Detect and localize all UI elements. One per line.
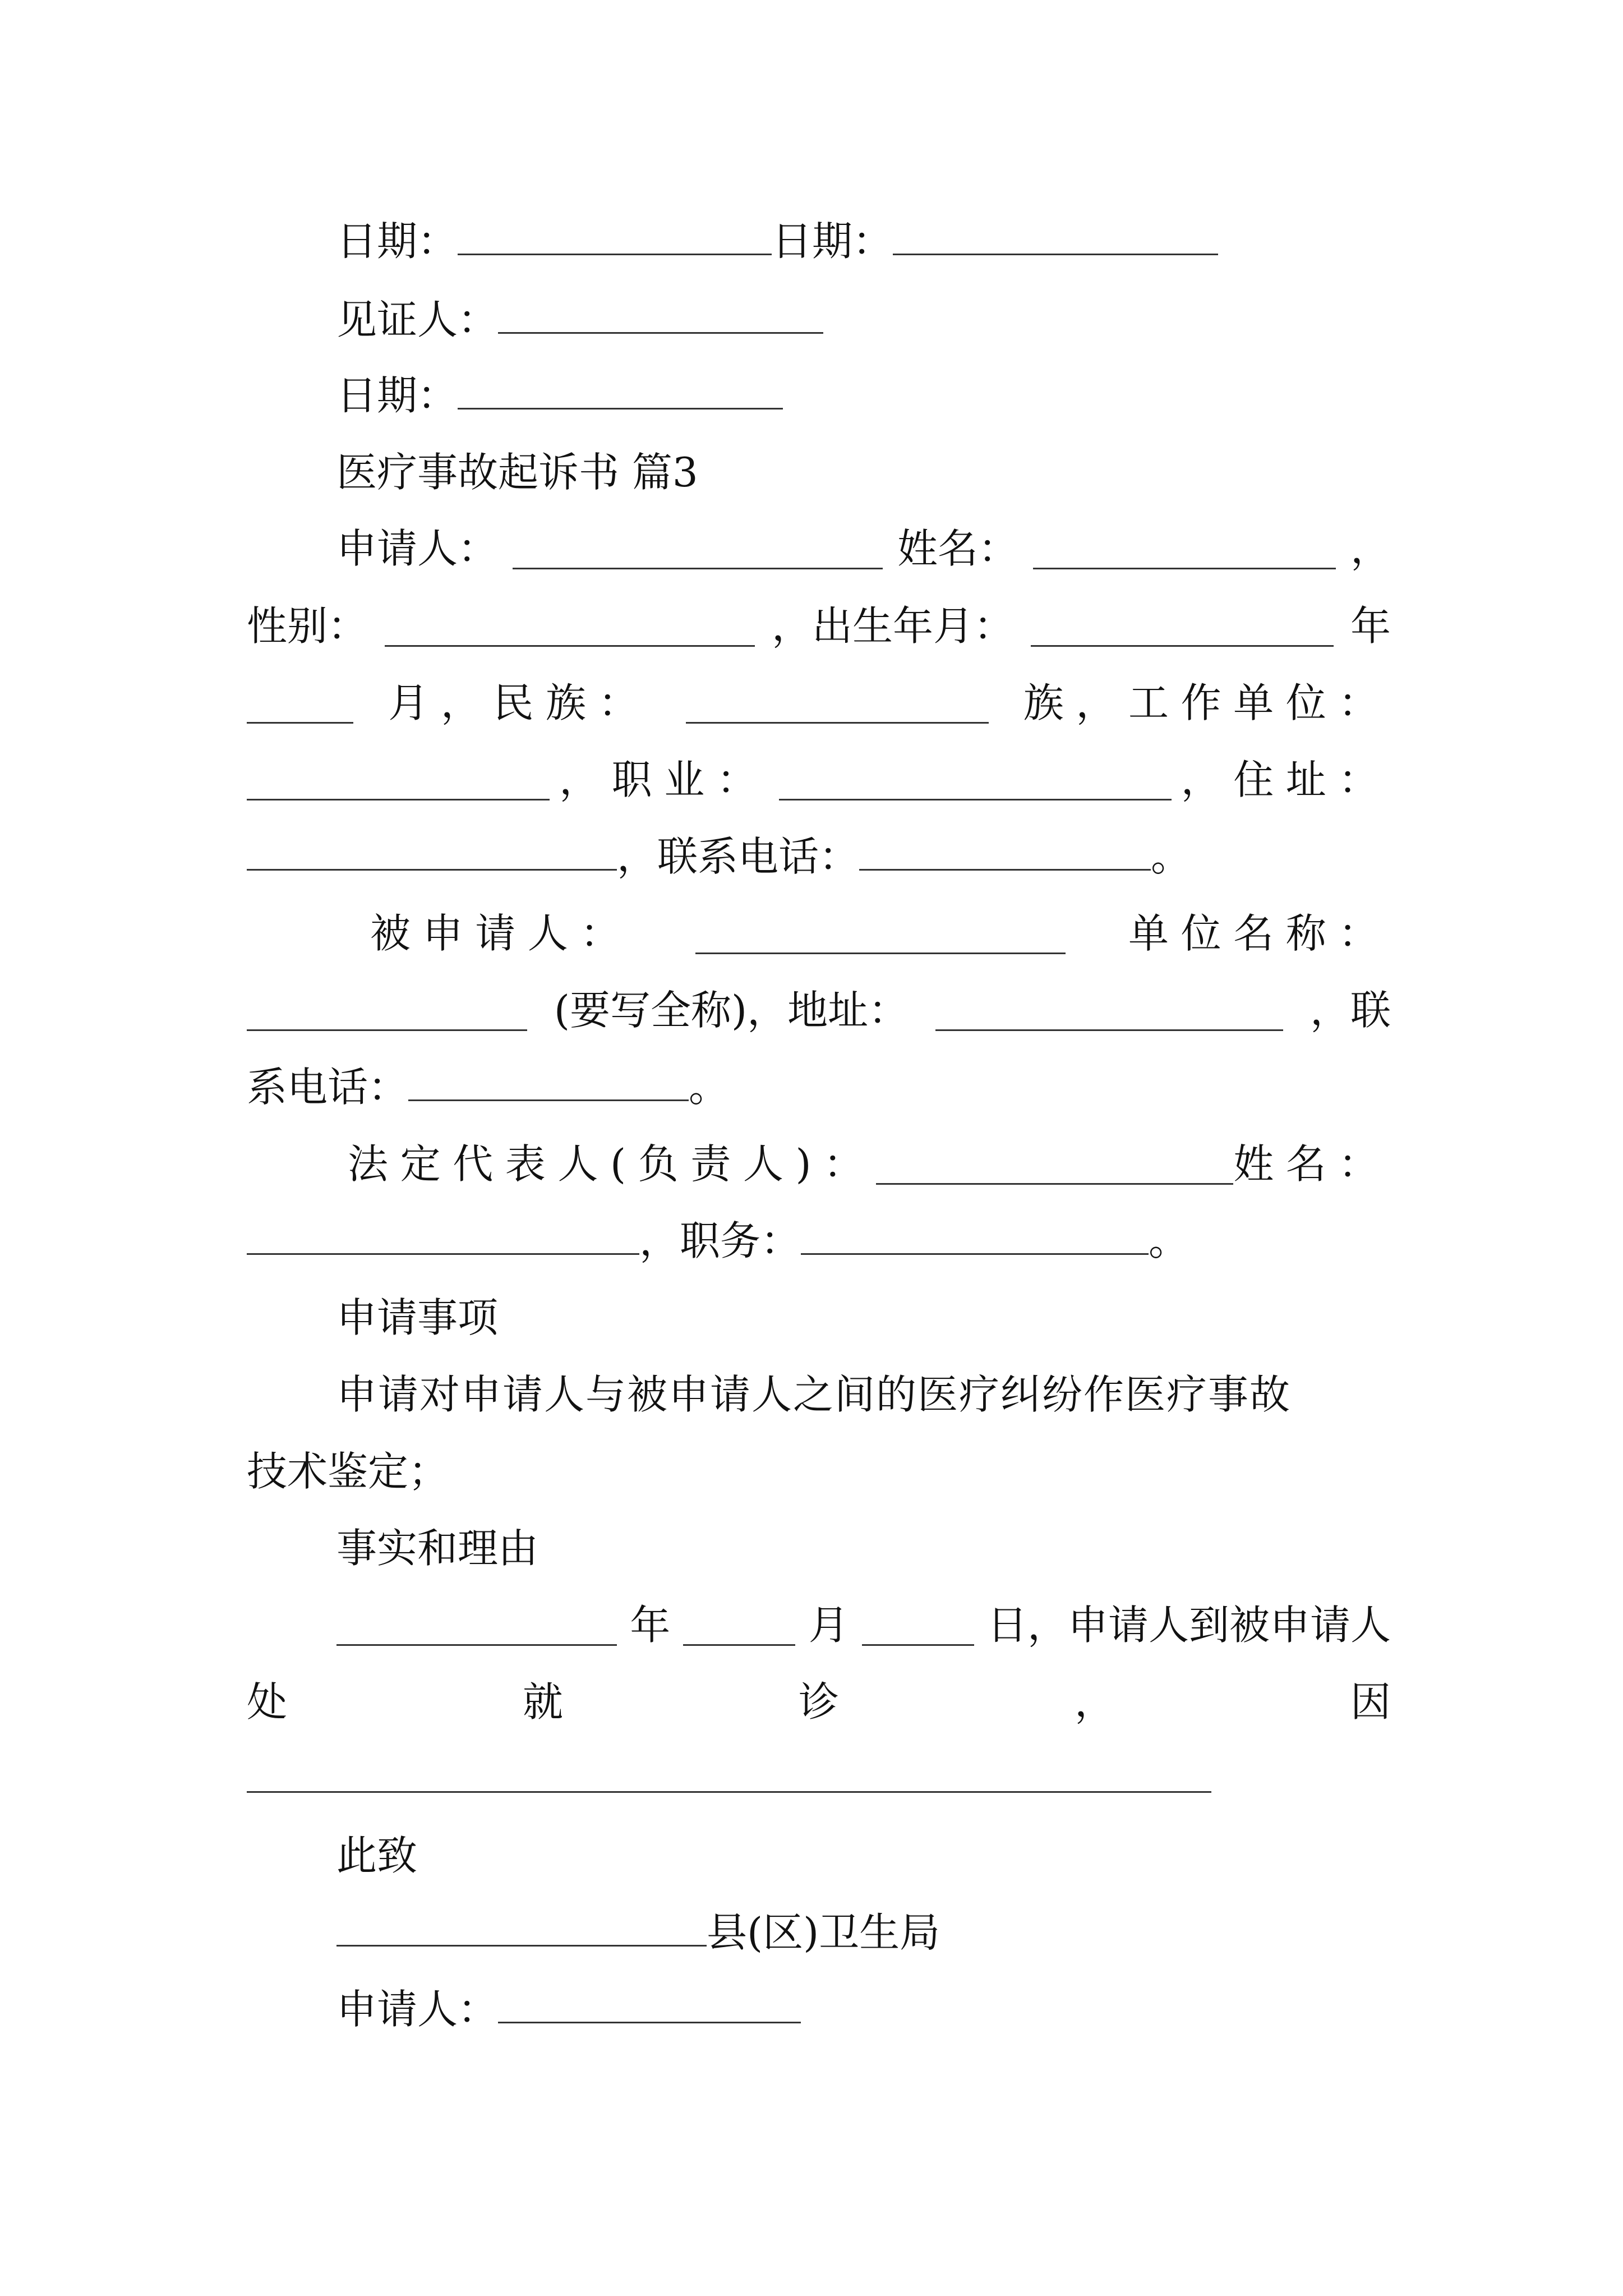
visit-word: 就 xyxy=(522,1678,563,1726)
items-title xyxy=(336,1290,1481,1346)
items-title-text: 申请事项 xyxy=(336,1294,499,1341)
legal-rep-label: 法定代表人(负责人)： xyxy=(348,1140,876,1188)
respondent-blank xyxy=(695,913,1066,954)
closing-text: 此致 xyxy=(336,1832,418,1879)
visit-word: ， xyxy=(1074,1678,1115,1726)
year-label: 年 xyxy=(1350,602,1391,650)
facts-title-text: 事实和理由 xyxy=(336,1525,539,1572)
sign-row xyxy=(336,1981,1481,2037)
nation-blank xyxy=(686,683,989,724)
visit-row xyxy=(247,1674,1391,1730)
birth-label: ，出生年月： xyxy=(771,602,1014,650)
job-row xyxy=(247,752,1391,808)
legal-rep-row xyxy=(348,1136,1391,1192)
items-body-text: 技术鉴定； xyxy=(247,1448,449,1495)
items-body-1 xyxy=(336,1366,1391,1423)
facts-title xyxy=(336,1520,1481,1576)
reason-line xyxy=(247,1751,1391,1807)
gender-row xyxy=(247,598,1391,654)
birth-blank xyxy=(1031,606,1334,647)
date-blank xyxy=(893,214,1218,255)
date-row-1 xyxy=(336,213,1481,269)
period: 。 xyxy=(1151,833,1192,880)
county-blank xyxy=(336,1906,707,1947)
month-blank xyxy=(683,1605,795,1646)
day-blank xyxy=(862,1605,974,1646)
respondent-label: 被申请人： xyxy=(370,910,633,957)
legal-rep-blank xyxy=(876,1144,1233,1185)
heading-text: 医疗事故起诉书 篇3 xyxy=(336,449,698,496)
visit-word: 处 xyxy=(247,1678,288,1726)
section-heading xyxy=(336,444,1481,500)
date-label: 日期： xyxy=(336,372,458,419)
visit-word: 因 xyxy=(1350,1678,1391,1726)
date-visit-row xyxy=(336,1597,1391,1653)
address-label: ，住址： xyxy=(1181,756,1391,803)
job-blank xyxy=(779,760,1172,800)
work-blank xyxy=(247,760,550,800)
month-nation-label: 月，民族： xyxy=(388,679,651,726)
applicant-row xyxy=(336,521,1391,577)
date-label: 日期： xyxy=(772,218,893,265)
month-nation-row xyxy=(247,675,1391,731)
phone-blank-2 xyxy=(408,1060,689,1101)
period: 。 xyxy=(689,1064,730,1111)
name2-label: 姓名： xyxy=(1233,1140,1391,1188)
phone-blank xyxy=(859,830,1151,871)
witness-label: 见证人： xyxy=(336,296,499,343)
period: 。 xyxy=(1149,1217,1189,1264)
items-body-2 xyxy=(247,1443,1391,1499)
respondent-row xyxy=(370,905,1391,961)
nation-work-label: 族，工作单位： xyxy=(1023,679,1391,726)
date-label: 日期： xyxy=(336,218,458,265)
phone-row xyxy=(247,829,1391,885)
applicant-label: 申请人： xyxy=(336,525,499,572)
name2-blank xyxy=(247,1214,639,1255)
day-text: 日，申请人到被申请人 xyxy=(986,1602,1391,1649)
month-blank xyxy=(247,683,353,724)
date-blank xyxy=(458,369,783,409)
address-blank-2 xyxy=(935,990,1283,1031)
name-blank xyxy=(1033,528,1336,569)
address-blank xyxy=(247,830,617,871)
gender-label: 性别： xyxy=(247,602,368,650)
name-label: 姓名： xyxy=(897,525,1018,572)
lian-text: ，联 xyxy=(1310,987,1391,1034)
unit-row xyxy=(247,982,1391,1038)
position-label: ，职务： xyxy=(639,1217,801,1264)
year-label: 年 xyxy=(630,1602,671,1649)
items-body-text: 申请对申请人与被申请人之间的医疗纠纷作医疗事故 xyxy=(336,1371,1292,1418)
bureau-text: 县(区)卫生局 xyxy=(707,1909,940,1956)
sign-label: 申请人： xyxy=(336,1986,499,2033)
witness-row xyxy=(336,292,1481,348)
position-row xyxy=(247,1213,1391,1269)
date-row-2 xyxy=(336,367,1481,424)
phone-label-2: 系电话： xyxy=(247,1064,409,1111)
closing-row xyxy=(336,1828,1481,1884)
date-blank xyxy=(458,214,772,255)
gender-blank xyxy=(385,606,755,647)
bureau-row xyxy=(336,1904,1481,1961)
reason-blank xyxy=(247,1752,1211,1793)
unit-name-label: 单位名称： xyxy=(1128,910,1391,957)
month-label: 月 xyxy=(808,1602,849,1649)
unit-blank xyxy=(247,990,527,1031)
witness-blank xyxy=(498,293,823,334)
comma: ， xyxy=(1350,525,1391,572)
phone-label: ，联系电话： xyxy=(617,833,860,880)
visit-word: 诊 xyxy=(798,1678,839,1726)
phone-row-2 xyxy=(247,1059,1391,1115)
applicant-blank xyxy=(513,528,883,569)
job-label: ，职业： xyxy=(559,756,769,803)
sign-blank xyxy=(498,1982,801,2023)
position-blank xyxy=(801,1214,1149,1255)
year-blank xyxy=(336,1605,617,1646)
fullname-note: (要写全称)，地址： xyxy=(554,987,909,1034)
